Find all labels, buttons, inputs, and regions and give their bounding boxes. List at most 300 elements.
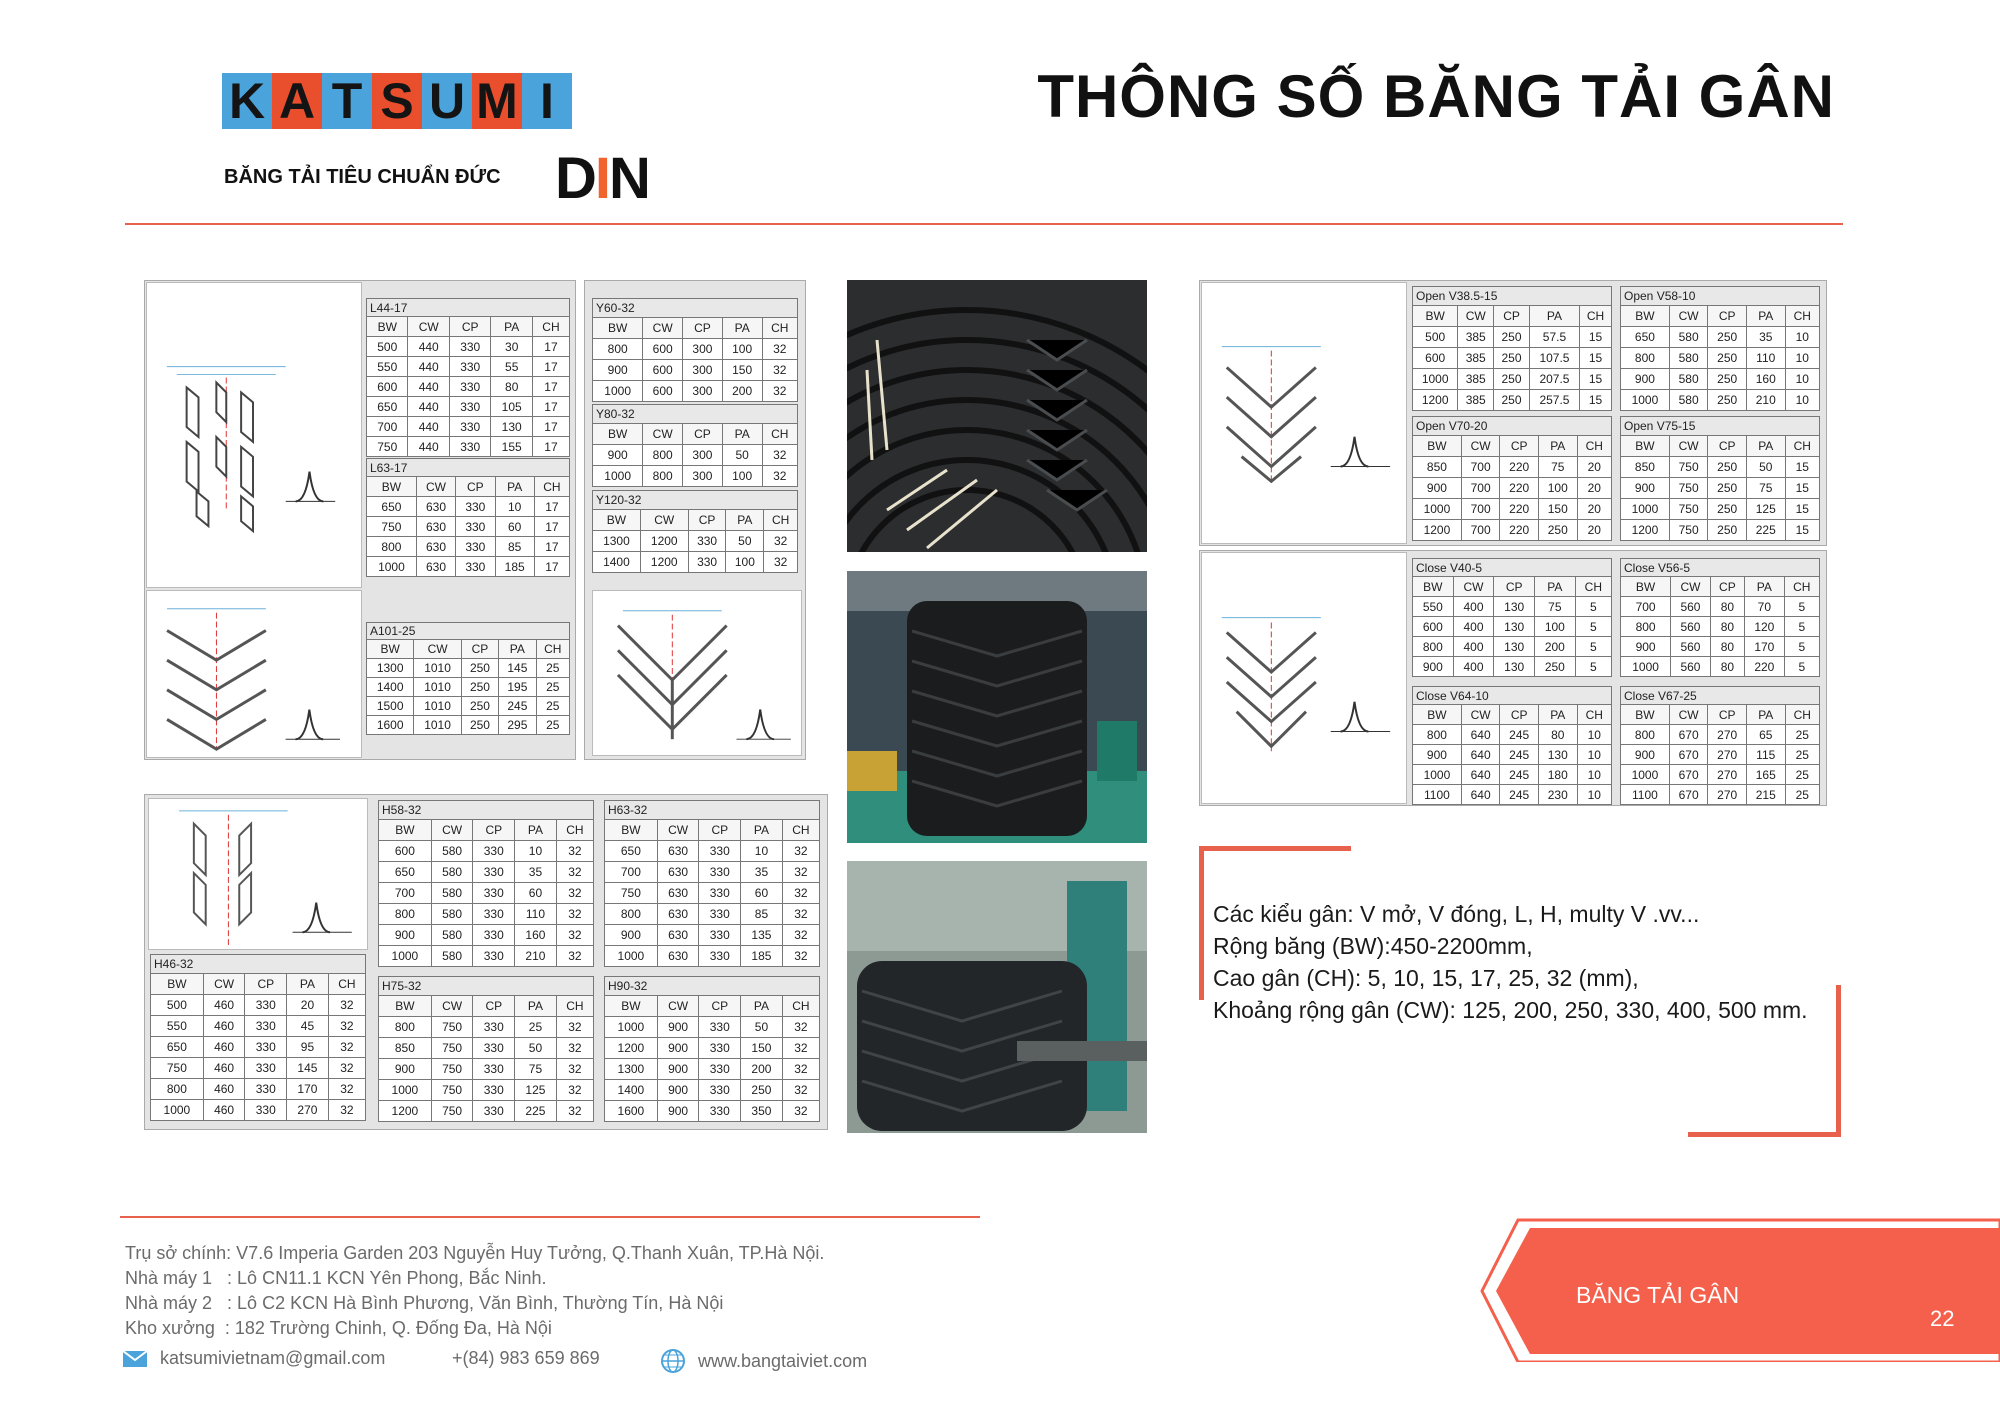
table-row	[1413, 478, 1612, 499]
column-header: BW	[605, 820, 658, 841]
table-cell: 900	[605, 925, 658, 946]
table-row	[367, 697, 570, 716]
column-header: PA	[1529, 306, 1579, 327]
table-cell: 330	[456, 497, 495, 517]
table-cell: 750	[1669, 478, 1708, 499]
table-cell: 1000	[379, 1080, 432, 1101]
table-cell: 630	[657, 904, 699, 925]
table-cell: 800	[379, 904, 432, 925]
table-cell: 700	[367, 417, 408, 437]
table-cell: 700	[1461, 478, 1500, 499]
table-row	[151, 1037, 366, 1058]
table-cell: 25	[1785, 725, 1819, 745]
table-row	[1621, 725, 1820, 745]
table-cell: 700	[1621, 597, 1671, 617]
column-header: BW	[367, 317, 408, 337]
table-cell: 900	[1413, 657, 1454, 677]
table-cell: 330	[688, 531, 726, 552]
table-cell: 155	[491, 437, 532, 457]
table-cell: 750	[431, 1059, 473, 1080]
belt-description	[1213, 898, 1808, 1026]
table-cell: 32	[782, 1080, 819, 1101]
column-header: CH	[764, 510, 798, 531]
column-header: CH	[1785, 705, 1819, 725]
table-cell: 65	[1746, 725, 1785, 745]
table-cell: 80	[1710, 617, 1744, 637]
column-header: CP	[1494, 306, 1530, 327]
table-cell: 670	[1669, 765, 1708, 785]
table-cell: 900	[593, 445, 643, 466]
table-cell: 165	[1746, 765, 1785, 785]
table-cell: 330	[245, 1058, 287, 1079]
table-cell: 900	[657, 1080, 699, 1101]
column-header: PA	[726, 510, 764, 531]
table-cell: 245	[1500, 785, 1539, 805]
table-cell: 900	[1621, 369, 1670, 390]
table-row	[1413, 457, 1612, 478]
table-cell: 1100	[1621, 785, 1670, 805]
table-cell: 330	[456, 557, 495, 577]
table-cell: 440	[408, 417, 449, 437]
spec-table-name: Open V38.5-15	[1413, 287, 1612, 306]
table-cell: 630	[657, 841, 699, 862]
table-cell: 5	[1784, 637, 1819, 657]
table-cell: 350	[741, 1101, 783, 1122]
table-cell: 1300	[367, 659, 414, 678]
table-cell: 5	[1784, 657, 1819, 677]
column-header: PA	[1538, 705, 1577, 725]
table-row	[379, 862, 594, 883]
column-header: CH	[1580, 306, 1612, 327]
column-header: CW	[408, 317, 449, 337]
column-header: PA	[491, 317, 532, 337]
table-row	[1621, 597, 1820, 617]
column-header: CW	[657, 996, 699, 1017]
table-cell: 1000	[1621, 765, 1670, 785]
table-cell: 800	[643, 466, 683, 487]
diagram-a-cleat	[146, 590, 362, 758]
column-header: CW	[416, 477, 455, 497]
table-cell: 800	[1413, 725, 1462, 745]
table-cell: 330	[449, 397, 490, 417]
column-header: PA	[287, 974, 329, 995]
table-row	[1621, 457, 1820, 478]
table-cell: 750	[151, 1058, 204, 1079]
table-cell: 330	[699, 925, 741, 946]
table-cell: 440	[408, 397, 449, 417]
column-header: CP	[449, 317, 490, 337]
contact-phone[interactable]	[452, 1348, 600, 1369]
table-cell: 440	[408, 377, 449, 397]
table-cell: 600	[643, 339, 683, 360]
table-cell: 32	[556, 841, 593, 862]
table-cell: 330	[699, 862, 741, 883]
table-cell: 550	[1413, 597, 1454, 617]
table-cell: 250	[1708, 457, 1747, 478]
table-row	[367, 517, 570, 537]
column-header: CP	[699, 820, 741, 841]
column-header: CW	[640, 510, 688, 531]
table-cell: 17	[532, 357, 569, 377]
email-text[interactable]: katsumivietnam@gmail.com	[160, 1348, 386, 1368]
table-cell: 600	[643, 381, 683, 402]
table-cell: 750	[431, 1017, 473, 1038]
table-row	[367, 337, 570, 357]
table-cell: 32	[764, 531, 798, 552]
logo-letter: M	[472, 73, 522, 129]
table-cell: 160	[1746, 369, 1785, 390]
table-cell: 1200	[1413, 520, 1462, 541]
table-cell: 800	[593, 339, 643, 360]
table-row	[605, 862, 820, 883]
table-cell: 670	[1669, 745, 1708, 765]
column-header: CH	[536, 640, 569, 659]
table-row	[1413, 637, 1612, 657]
table-row	[379, 1038, 594, 1059]
table-cell: 400	[1453, 597, 1494, 617]
table-cell: 245	[1500, 725, 1539, 745]
globe-icon	[660, 1348, 686, 1374]
diagram-open-v-svg	[1202, 283, 1406, 543]
contact-website[interactable]	[660, 1348, 867, 1374]
table-cell: 1300	[605, 1059, 658, 1080]
column-header: CP	[688, 510, 726, 531]
table-cell: 850	[379, 1038, 432, 1059]
table-cell: 95	[287, 1037, 329, 1058]
table-cell: 580	[1669, 348, 1708, 369]
table-cell: 185	[741, 946, 783, 967]
spec-table-name: A101-25	[367, 623, 570, 640]
table-cell: 750	[431, 1080, 473, 1101]
table-cell: 300	[683, 360, 723, 381]
column-header: CP	[699, 996, 741, 1017]
spec-table-name: L44-17	[367, 299, 570, 317]
table-cell: 60	[515, 883, 557, 904]
table-cell: 330	[449, 357, 490, 377]
table-cell: 1010	[414, 716, 461, 735]
website-text[interactable]: www.bangtaiviet.com	[698, 1350, 868, 1371]
table-cell: 130	[1494, 657, 1535, 677]
din-logo	[555, 146, 649, 211]
table-row	[593, 360, 798, 381]
spec-table-name: Close V56-5	[1621, 559, 1820, 577]
table-cell: 250	[461, 678, 498, 697]
table-cell: 250	[1708, 478, 1747, 499]
table-cell: 185	[495, 557, 534, 577]
table-cell: 600	[367, 377, 408, 397]
table-cell: 330	[699, 1038, 741, 1059]
column-header: CH	[1785, 306, 1819, 327]
table-cell: 270	[1708, 765, 1747, 785]
column-header: CW	[431, 820, 473, 841]
table-cell: 32	[556, 925, 593, 946]
desc-line: Rộng băng (BW):450-2200mm,	[1213, 933, 1533, 959]
table-cell: 500	[367, 337, 408, 357]
spec-table	[1412, 558, 1612, 677]
table-cell: 700	[1461, 499, 1500, 520]
column-header: BW	[1413, 577, 1454, 597]
table-cell: 330	[473, 904, 515, 925]
table-cell: 170	[287, 1079, 329, 1100]
table-cell: 460	[203, 1100, 245, 1121]
column-header: CP	[1708, 436, 1747, 457]
column-header: BW	[1413, 306, 1458, 327]
column-header: CH	[1575, 577, 1611, 597]
table-cell: 560	[1671, 597, 1711, 617]
table-cell: 145	[287, 1058, 329, 1079]
table-cell: 440	[408, 357, 449, 377]
table-cell: 250	[1494, 348, 1530, 369]
table-cell: 60	[495, 517, 534, 537]
table-cell: 1400	[367, 678, 414, 697]
table-cell: 25	[536, 697, 569, 716]
table-row	[1621, 520, 1820, 541]
table-cell: 20	[1577, 520, 1611, 541]
table-cell: 640	[1461, 785, 1500, 805]
table-row	[605, 1017, 820, 1038]
table-row	[367, 437, 570, 457]
desc-line: Các kiểu gân: V mở, V đóng, L, H, multy V .vv...	[1213, 901, 1700, 927]
table-cell: 630	[416, 537, 455, 557]
column-header: PA	[1745, 577, 1785, 597]
table-cell: 10	[1785, 390, 1819, 411]
table-cell: 32	[762, 466, 797, 487]
table-row	[1413, 369, 1612, 390]
table-cell: 550	[151, 1016, 204, 1037]
din-n: N	[609, 146, 649, 211]
spec-table	[378, 800, 594, 967]
table-row	[605, 883, 820, 904]
spec-table	[366, 298, 570, 457]
table-row	[379, 1101, 594, 1122]
table-cell: 50	[741, 1017, 783, 1038]
column-header: CH	[1577, 436, 1611, 457]
table-cell: 1200	[605, 1038, 658, 1059]
column-header: BW	[1413, 705, 1462, 725]
table-row	[367, 357, 570, 377]
table-cell: 750	[1669, 520, 1708, 541]
column-header: BW	[151, 974, 204, 995]
table-cell: 300	[683, 381, 723, 402]
table-row	[367, 497, 570, 517]
table-cell: 330	[449, 437, 490, 457]
table-row	[1413, 725, 1612, 745]
column-header: CW	[1671, 577, 1711, 597]
column-header: CH	[534, 477, 569, 497]
column-header: PA	[722, 424, 762, 445]
column-header: CH	[762, 318, 797, 339]
column-header: CW	[431, 996, 473, 1017]
column-header: BW	[367, 640, 414, 659]
table-cell: 32	[782, 1017, 819, 1038]
table-cell: 10	[741, 841, 783, 862]
table-cell: 560	[1671, 657, 1711, 677]
table-cell: 32	[556, 883, 593, 904]
logo-letter: U	[422, 73, 472, 129]
table-cell: 630	[416, 497, 455, 517]
spec-table-name: Open V58-10	[1621, 287, 1820, 306]
table-cell: 75	[515, 1059, 557, 1080]
table-row	[1621, 785, 1820, 805]
table-cell: 600	[1413, 617, 1454, 637]
table-cell: 1000	[605, 946, 658, 967]
table-row	[605, 925, 820, 946]
table-cell: 650	[379, 862, 432, 883]
table-row	[367, 417, 570, 437]
table-row	[151, 1079, 366, 1100]
diagram-y-cleat-svg	[593, 591, 801, 755]
table-cell: 560	[1671, 637, 1711, 657]
table-row	[379, 1080, 594, 1101]
table-cell: 460	[203, 1058, 245, 1079]
table-cell: 850	[1413, 457, 1462, 478]
table-cell: 330	[473, 1101, 515, 1122]
table-cell: 110	[1746, 348, 1785, 369]
table-cell: 32	[328, 1058, 365, 1079]
table-cell: 245	[1500, 765, 1539, 785]
table-cell: 400	[1453, 657, 1494, 677]
table-cell: 330	[473, 946, 515, 967]
table-cell: 32	[762, 445, 797, 466]
table-cell: 1000	[1621, 390, 1670, 411]
table-cell: 32	[764, 552, 798, 573]
diagram-a-cleat-svg	[147, 591, 361, 757]
table-cell: 850	[1621, 457, 1670, 478]
table-cell: 80	[1710, 637, 1744, 657]
table-cell: 150	[1538, 499, 1577, 520]
photo-belt-closeup	[847, 861, 1147, 1133]
column-header: PA	[1538, 436, 1577, 457]
table-cell: 700	[1461, 520, 1500, 541]
table-cell: 750	[367, 517, 417, 537]
table-row	[1413, 657, 1612, 677]
column-header: PA	[722, 318, 762, 339]
table-cell: 900	[1413, 478, 1462, 499]
contact-email[interactable]	[122, 1348, 385, 1369]
address-line: Nhà máy 2 : Lô C2 KCN Hà Bình Phương, Văn Bình, Thường Tín, Hà Nội	[125, 1293, 724, 1313]
table-cell: 32	[556, 904, 593, 925]
column-header: BW	[593, 510, 641, 531]
column-header: BW	[1621, 577, 1671, 597]
table-row	[1413, 520, 1612, 541]
spec-table-name: H58-32	[379, 801, 594, 820]
table-cell: 50	[515, 1038, 557, 1059]
table-cell: 700	[379, 883, 432, 904]
table-cell: 207.5	[1529, 369, 1579, 390]
table-cell: 125	[515, 1080, 557, 1101]
table-cell: 1000	[1413, 369, 1458, 390]
table-cell: 580	[431, 946, 473, 967]
table-cell: 32	[556, 1101, 593, 1122]
table-cell: 32	[782, 883, 819, 904]
table-cell: 32	[762, 360, 797, 381]
table-cell: 200	[741, 1059, 783, 1080]
table-row	[1413, 499, 1612, 520]
table-cell: 900	[1621, 745, 1670, 765]
table-cell: 800	[151, 1079, 204, 1100]
table-cell: 170	[1745, 637, 1785, 657]
table-cell: 750	[605, 883, 658, 904]
photo-belt-machine	[847, 571, 1147, 843]
table-cell: 250	[461, 716, 498, 735]
table-cell: 250	[1494, 390, 1530, 411]
column-header: CH	[532, 317, 569, 337]
column-header: CW	[1461, 436, 1500, 457]
column-header: CP	[1500, 436, 1539, 457]
table-row	[1621, 657, 1820, 677]
column-header: PA	[1746, 436, 1785, 457]
table-row	[605, 841, 820, 862]
table-cell: 30	[491, 337, 532, 357]
spec-table-name: Close V64-10	[1413, 687, 1612, 705]
table-cell: 750	[367, 437, 408, 457]
diagram-h-cleat-svg	[149, 799, 367, 949]
table-row	[379, 883, 594, 904]
table-cell: 145	[499, 659, 536, 678]
table-cell: 800	[1621, 348, 1670, 369]
table-row	[1621, 348, 1820, 369]
table-cell: 640	[1461, 745, 1500, 765]
table-cell: 330	[699, 1101, 741, 1122]
table-cell: 105	[491, 397, 532, 417]
table-cell: 32	[556, 1017, 593, 1038]
column-header: CH	[1785, 436, 1819, 457]
table-cell: 900	[1621, 478, 1670, 499]
table-row	[367, 659, 570, 678]
table-row	[367, 557, 570, 577]
table-row	[379, 1017, 594, 1038]
table-cell: 330	[245, 1100, 287, 1121]
table-cell: 500	[151, 995, 204, 1016]
table-cell: 17	[534, 497, 569, 517]
column-header: CH	[556, 996, 593, 1017]
table-cell: 630	[416, 517, 455, 537]
table-cell: 115	[1746, 745, 1785, 765]
table-cell: 1000	[367, 557, 417, 577]
table-cell: 220	[1745, 657, 1785, 677]
table-cell: 32	[556, 946, 593, 967]
table-cell: 1000	[379, 946, 432, 967]
table-cell: 17	[534, 517, 569, 537]
spec-table	[592, 404, 798, 487]
table-cell: 20	[1577, 478, 1611, 499]
phone-text[interactable]: +(84) 983 659 869	[452, 1348, 600, 1368]
table-cell: 750	[431, 1038, 473, 1059]
table-cell: 32	[782, 862, 819, 883]
table-cell: 1600	[367, 716, 414, 735]
tagline: BĂNG TẢI TIÊU CHUẨN ĐỨC	[224, 166, 501, 188]
table-cell: 900	[657, 1059, 699, 1080]
table-cell: 200	[722, 381, 762, 402]
spec-table	[378, 976, 594, 1122]
table-cell: 100	[1535, 617, 1576, 637]
table-cell: 230	[1538, 785, 1577, 805]
table-cell: 330	[456, 517, 495, 537]
table-cell: 32	[556, 1038, 593, 1059]
table-cell: 150	[722, 360, 762, 381]
desc-line: Cao gân (CH): 5, 10, 15, 17, 25, 32 (mm),	[1213, 965, 1639, 991]
table-cell: 250	[461, 659, 498, 678]
table-row	[1621, 390, 1820, 411]
spec-table-name: Open V70-20	[1413, 417, 1612, 436]
table-row	[1413, 390, 1612, 411]
column-header: CP	[683, 424, 723, 445]
column-header: CH	[762, 424, 797, 445]
diagram-open-v	[1201, 282, 1407, 544]
table-cell: 100	[726, 552, 764, 573]
table-cell: 330	[473, 883, 515, 904]
table-cell: 270	[287, 1100, 329, 1121]
